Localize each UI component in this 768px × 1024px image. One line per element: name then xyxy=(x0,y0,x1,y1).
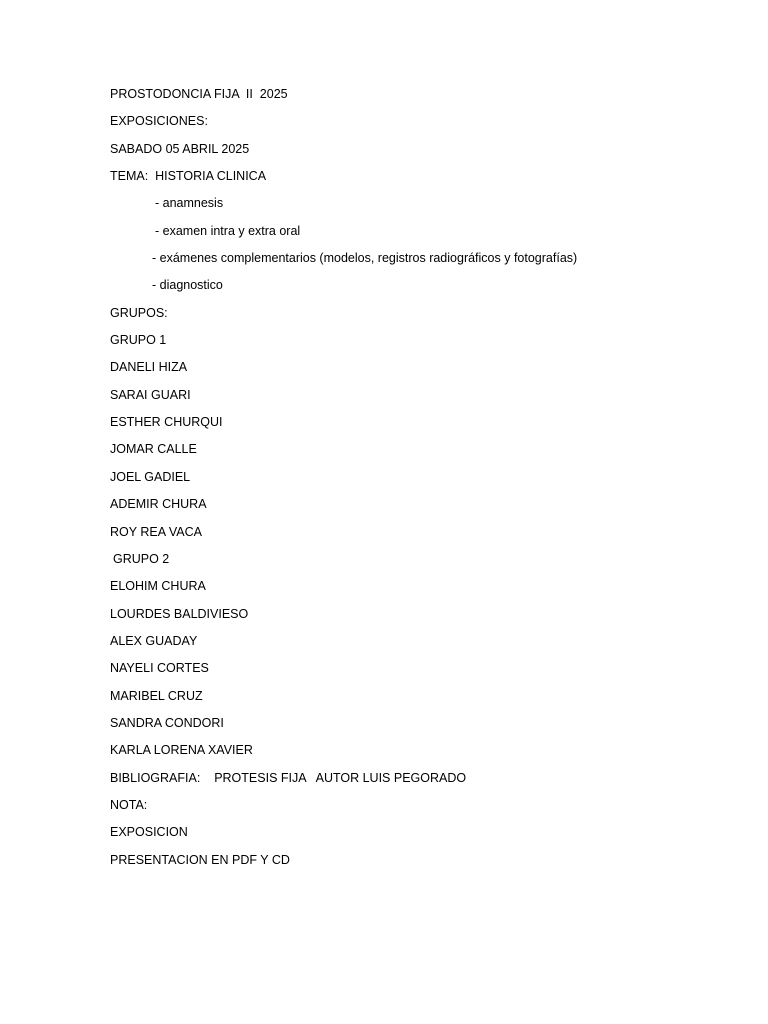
group-member: SARAI GUARI xyxy=(110,387,191,402)
group-member: NAYELI CORTES xyxy=(110,661,209,676)
group-member: ROY REA VACA xyxy=(110,524,202,539)
exposiciones-label: EXPOSICIONES: xyxy=(110,114,208,129)
group-member: ELOHIM CHURA xyxy=(110,579,206,594)
bibliography: BIBLIOGRAFIA: PROTESIS FIJA AUTOR LUIS PEGORADO xyxy=(110,770,467,785)
group-member: ESTHER CHURQUI xyxy=(110,415,223,430)
topic-item: - anamnesis xyxy=(155,196,224,211)
document-body xyxy=(110,86,730,879)
group-member: KARLA LORENA XAVIER xyxy=(110,743,253,758)
group-member: JOMAR CALLE xyxy=(110,442,197,457)
nota-label: NOTA: xyxy=(110,797,148,812)
nota-item: EXPOSICION xyxy=(110,825,188,840)
topic-heading: TEMA: HISTORIA CLINICA xyxy=(110,169,267,184)
group-2-heading: GRUPO 2 xyxy=(113,551,170,566)
topic-item: - diagnostico xyxy=(152,278,223,293)
nota-item: PRESENTACION EN PDF Y CD xyxy=(110,852,290,867)
group-member: ADEMIR CHURA xyxy=(110,497,207,512)
group-member: SANDRA CONDORI xyxy=(110,715,224,730)
topic-item: - exámenes complementarios (modelos, registros radiográficos y fotografías) xyxy=(152,251,578,266)
group-member: MARIBEL CRUZ xyxy=(110,688,203,703)
document-title: PROSTODONCIA FIJA II 2025 xyxy=(110,87,288,101)
group-member: ALEX GUADAY xyxy=(110,633,198,648)
group-member: LOURDES BALDIVIESO xyxy=(110,606,249,621)
group-member: DANELI HIZA xyxy=(110,360,188,375)
group-1-heading: GRUPO 1 xyxy=(110,333,167,348)
groups-label: GRUPOS: xyxy=(110,305,168,320)
group-member: JOEL GADIEL xyxy=(110,469,191,484)
exposition-date: SABADO 05 ABRIL 2025 xyxy=(110,141,250,156)
topic-item: - examen intra y extra oral xyxy=(155,223,301,238)
